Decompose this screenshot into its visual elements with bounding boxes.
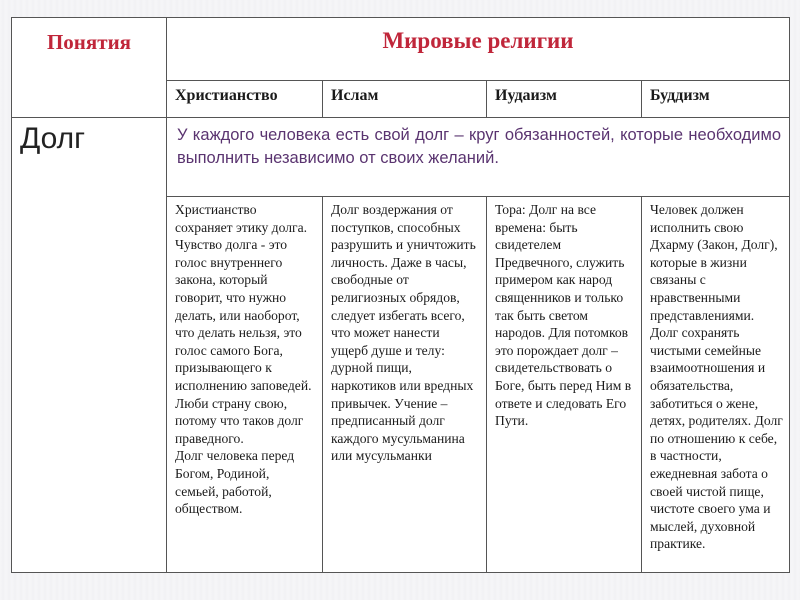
concept-cell <box>12 118 167 573</box>
cell-buddhism: Человек должен исполнить свою Дхарму (Закон, Долг), которые в жизни связаны с нравственными представлениями. Долг сохранять чистыми семейные взаимоотношения и обязательства, заботиться о жене, детях, родителях. Долг по отношению к себе, в частности, ежедневная забота о своей чистой пище, чистоте своего ума и мыслей, духовной практике. <box>642 197 790 573</box>
religions-table <box>11 17 790 573</box>
header-world-religions: Мировые религии <box>167 18 790 81</box>
cell-christianity: Христианство сохраняет этику долга. Чувство долга - это голос внутреннего закона, который говорит, что нужно делать, или наоборот, что делать нельзя, это голос самого Бога, призывающего к исполнению заповедей. Люби страну свою, потому что таков долг праведного. Долг человека перед Богом, Родиной, семьей, работой, обществом. <box>167 197 323 573</box>
header-buddhism: Буддизм <box>642 81 790 118</box>
header-concepts: Понятия <box>12 18 167 118</box>
cell-islam: Долг воздержания от поступков, способных разрушить и уничтожить личность. Даже в часы, свободные от религиозных обрядов, следует избегать всего, что может нанести ущерб душе и телу: дурной пищи, наркотиков или вредных привычек. Учение – предписанный долг каждого мусульманина или мусульманки <box>323 197 487 573</box>
header-judaism: Иудаизм <box>487 81 642 118</box>
header-christianity: Христианство <box>167 81 323 118</box>
concept-definition: У каждого человека есть свой долг – круг обязанностей, которые необходимо выполнить независимо от своих желаний. <box>167 118 790 197</box>
cell-judaism: Тора: Долг на все времена: быть свидетелем Предвечного, служить примером как народ священников и только так быть светом народов. Для потомков это порождает долг – свидетельствовать о Боге, быть перед Ним в ответе и следовать Его Пути. <box>487 197 642 573</box>
header-islam: Ислам <box>323 81 487 118</box>
concept-label: Долг <box>20 122 86 155</box>
